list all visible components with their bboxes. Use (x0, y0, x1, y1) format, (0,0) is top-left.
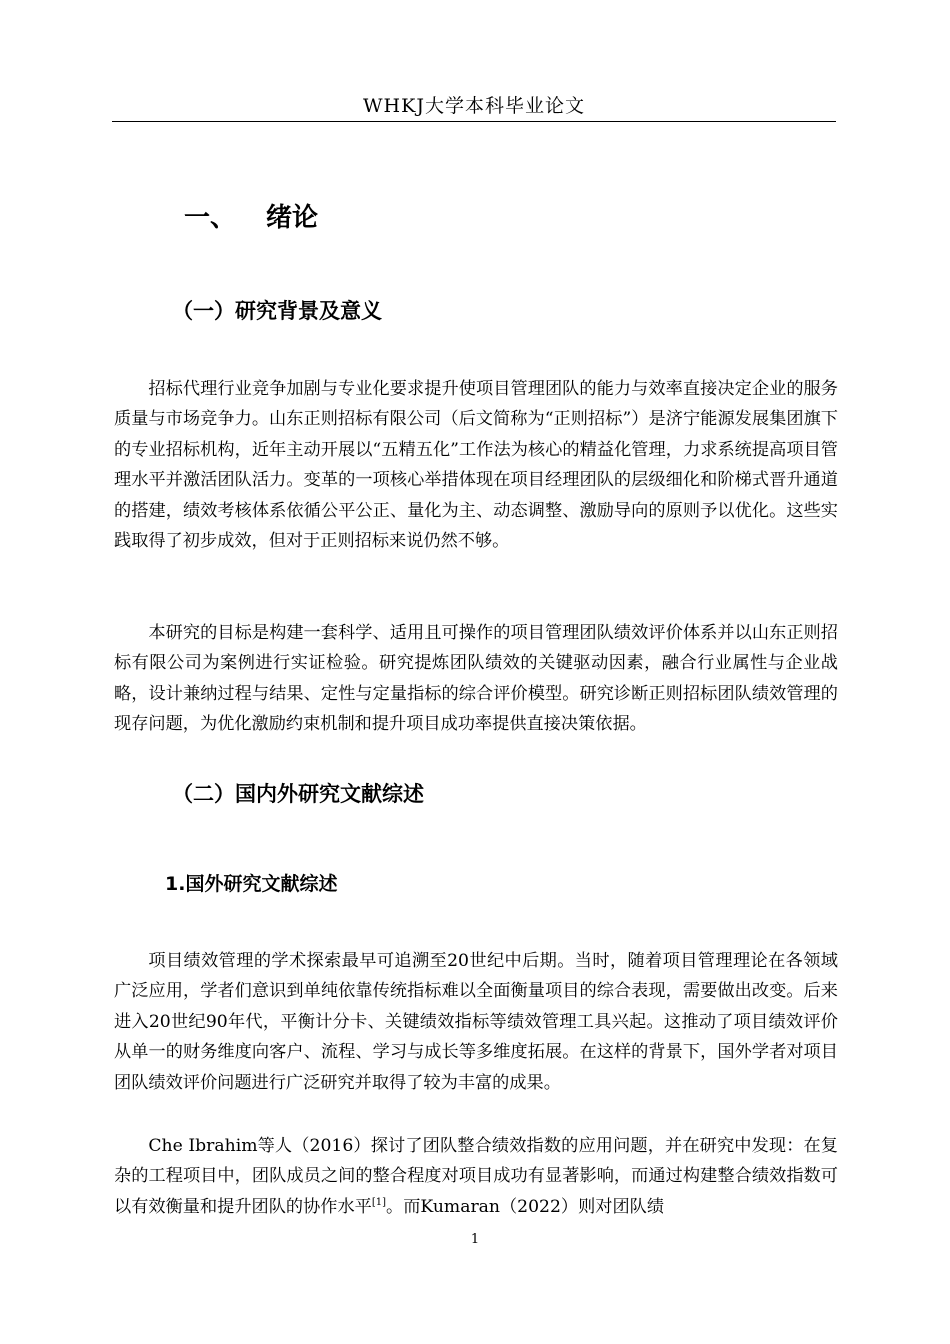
section-heading-literature: （二）国内外研究文献综述 (172, 782, 424, 806)
chapter-number: 一、 (184, 203, 237, 233)
body-paragraph: 本研究的目标是构建一套科学、适用且可操作的项目管理团队绩效评价体系并以山东正则招标有限公司为案例进行实证检验。研究提炼团队绩效的关键驱动因素，融合行业属性与企业战略，设计兼纳过程与结果、定性与定量指标的综合评价模型。研究诊断正则招标团队绩效管理的现存问题，为优化激励约束机制和提升项目成功率提供直接决策依据。 (114, 623, 838, 735)
citation-reference[interactable]: [1] (371, 1196, 386, 1208)
body-paragraph: 招标代理行业竞争加剧与专业化要求提升使项目管理团队的能力与效率直接决定企业的服务质量与市场竞争力。山东正则招标有限公司（后文简称为“正则招标”）是济宁能源发展集团旗下的专业招标机构，近年主动开展以“五精五化”工作法为核心的精益化管理，力求系统提高项目管理水平并激活团队活力。变革的一项核心举措体现在项目经理团队的层级细化和阶梯式晋升通道的搭建，绩效考核体系依循公平公正、量化为主、动态调整、激励导向的原则予以优化。这些实践取得了初步成效，但对于正则招标来说仍然不够。 (114, 379, 838, 552)
running-header: WHKJ大学本科毕业论文 (363, 95, 585, 117)
chapter-heading (184, 200, 318, 236)
section-heading-background: （一）研究背景及意义 (172, 299, 382, 323)
chapter-title: 绪论 (266, 203, 319, 233)
body-paragraph (114, 1131, 838, 1222)
paragraph-text: 。而Kumaran（2022）则对团队绩 (386, 1196, 665, 1217)
header-rule (112, 121, 836, 122)
paragraph-text: Che Ibrahim等人（2016）探讨了团队整合绩效指数的应用问题，并在研究中发现：在复杂的工程项目中，团队成员之间的整合程度对项目成功有显著影响，而通过构建整合绩效指数可以有效衡量和提升团队的协作水平 (114, 1136, 838, 1217)
subsection-heading-foreign: 1.国外研究文献综述 (165, 873, 338, 895)
page-number: 1 (470, 1232, 480, 1247)
body-paragraph: 项目绩效管理的学术探索最早可追溯至20世纪中后期。当时，随着项目管理理论在各领域广泛应用，学者们意识到单纯依靠传统指标难以全面衡量项目的综合表现，需要做出改变。后来进入20世纪90年代，平衡计分卡、关键绩效指标等绩效管理工具兴起。这推动了项目绩效评价从单一的财务维度向客户、流程、学习与成长等多维度拓展。在这样的背景下，国外学者对项目团队绩效评价问题进行广泛研究并取得了较为丰富的成果。 (114, 951, 838, 1093)
